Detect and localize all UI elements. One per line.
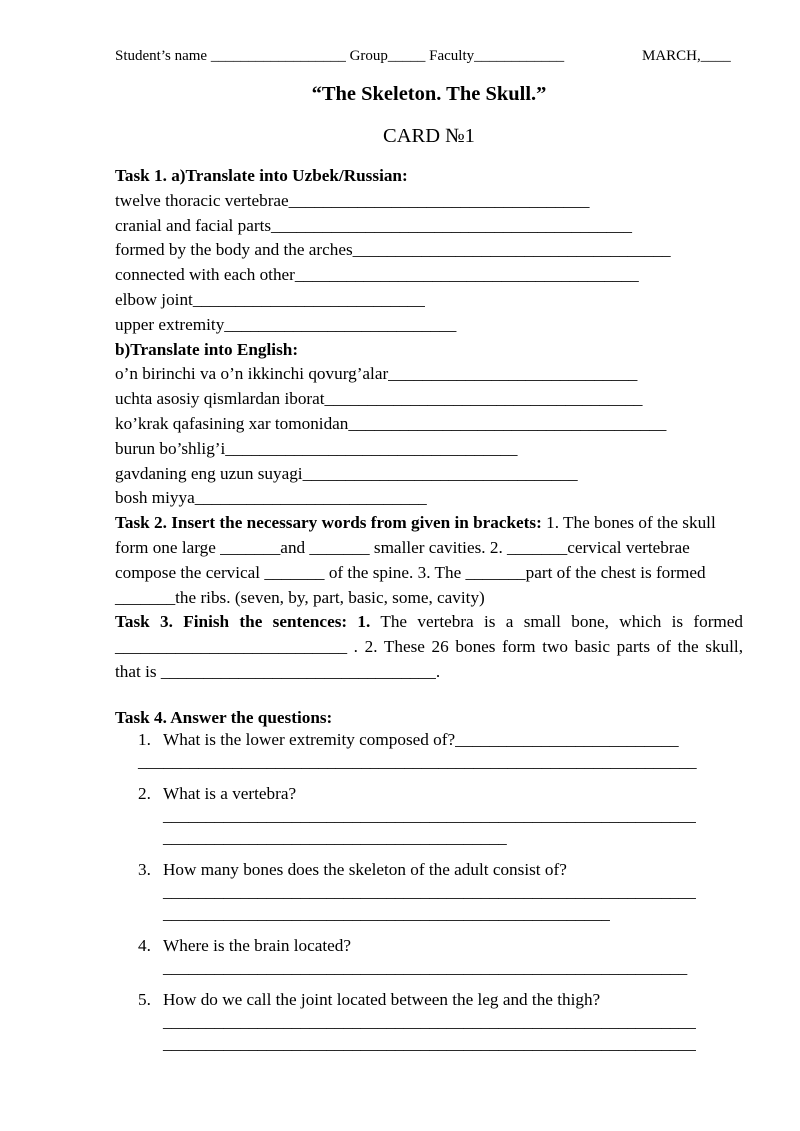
spacer [115, 685, 743, 707]
month-field: MARCH,____ [642, 48, 731, 64]
task2-heading: Task 2. Insert the necessary words from given in brackets: [115, 513, 542, 533]
answer-line: _________________________________________________________________ [138, 751, 697, 771]
task2-paragraph [115, 511, 743, 610]
spacer [115, 849, 743, 859]
translate-item: formed by the body and the arches_____________________________________ [115, 240, 671, 260]
task3-text: The vertebra is a small bone, which is formed ___________________________ . 2. These 26 bones form two basic parts of the skull, that is ________________________________. [115, 612, 744, 681]
worksheet-body [115, 164, 743, 1055]
question-item [115, 783, 743, 849]
translate-item: burun bo’shlig’i__________________________________ [115, 438, 518, 458]
question-number: 3. [138, 859, 151, 879]
question-item [115, 989, 743, 1055]
student-info-line: Student’s name __________________ Group_____ Faculty____________ [115, 48, 565, 64]
question-item [115, 859, 743, 925]
spacer [115, 925, 743, 935]
question-item [115, 729, 743, 773]
translate-item: o’n birinchi va o’n ikkinchi qovurg’alar_____________________________ [115, 364, 638, 384]
answer-line: ____________________________________________________ [163, 903, 610, 923]
question-text: How many bones does the skeleton of the adult consist of? [163, 859, 567, 879]
task3-paragraph [115, 610, 743, 684]
answer-line: _____________________________________________________________ [163, 957, 688, 977]
translate-item: upper extremity___________________________ [115, 314, 457, 334]
task2-text: 1. The bones of the skull form one large _______and _______ smaller cavities. 2. _______cervical vertebrae compose the cervical _______ of the spine. 3. The _______part of the chest is formed _______the ribs. (seven, by, part, basic, some, cavity) [115, 513, 716, 607]
question-text: How do we call the joint located between the leg and the thigh? [163, 989, 601, 1009]
answer-line: ______________________________________________________________ [163, 881, 696, 901]
question-number: 2. [138, 783, 151, 803]
question-text: What is the lower extremity composed of?__________________________ [163, 729, 679, 749]
worksheet-title: “The Skeleton. The Skull.” [311, 83, 547, 105]
translate-item: bosh miyya___________________________ [115, 488, 427, 508]
spacer [115, 979, 743, 989]
translate-item: elbow joint___________________________ [115, 289, 425, 309]
question-text: Where is the brain located? [163, 935, 352, 955]
answer-line: ______________________________________________________________ [163, 1011, 696, 1031]
task4-heading: Task 4. Answer the questions: [115, 707, 333, 727]
answer-line: ______________________________________________________________ [163, 805, 696, 825]
translate-item: ko’krak qafasining xar tomonidan_____________________________________ [115, 413, 667, 433]
spacer [115, 773, 743, 783]
answer-line: ______________________________________________________________ [163, 1033, 696, 1053]
translate-item: cranial and facial parts__________________________________________ [115, 215, 632, 235]
question-number: 5. [138, 989, 151, 1009]
translate-item: gavdaning eng uzun suyagi________________________________ [115, 463, 578, 483]
translate-item: connected with each other________________________________________ [115, 265, 639, 285]
task1b-heading: b)Translate into English: [115, 339, 299, 359]
question-text: What is a vertebra? [163, 783, 297, 803]
task1-heading: Task 1. a)Translate into Uzbek/Russian: [115, 166, 408, 185]
task3-heading: Task 3. Finish the sentences: [115, 612, 348, 632]
header-fields [115, 48, 743, 65]
card-number: CARD №1 [383, 125, 475, 147]
task3-number: 1. [347, 612, 371, 632]
answer-line: ________________________________________ [163, 827, 507, 847]
translate-item: uchta asosiy qismlardan iborat_____________________________________ [115, 389, 643, 409]
question-number: 1. [138, 729, 151, 749]
question-number: 4. [138, 935, 151, 955]
translate-item: twelve thoracic vertebrae___________________________________ [115, 190, 590, 210]
question-item [115, 935, 743, 979]
